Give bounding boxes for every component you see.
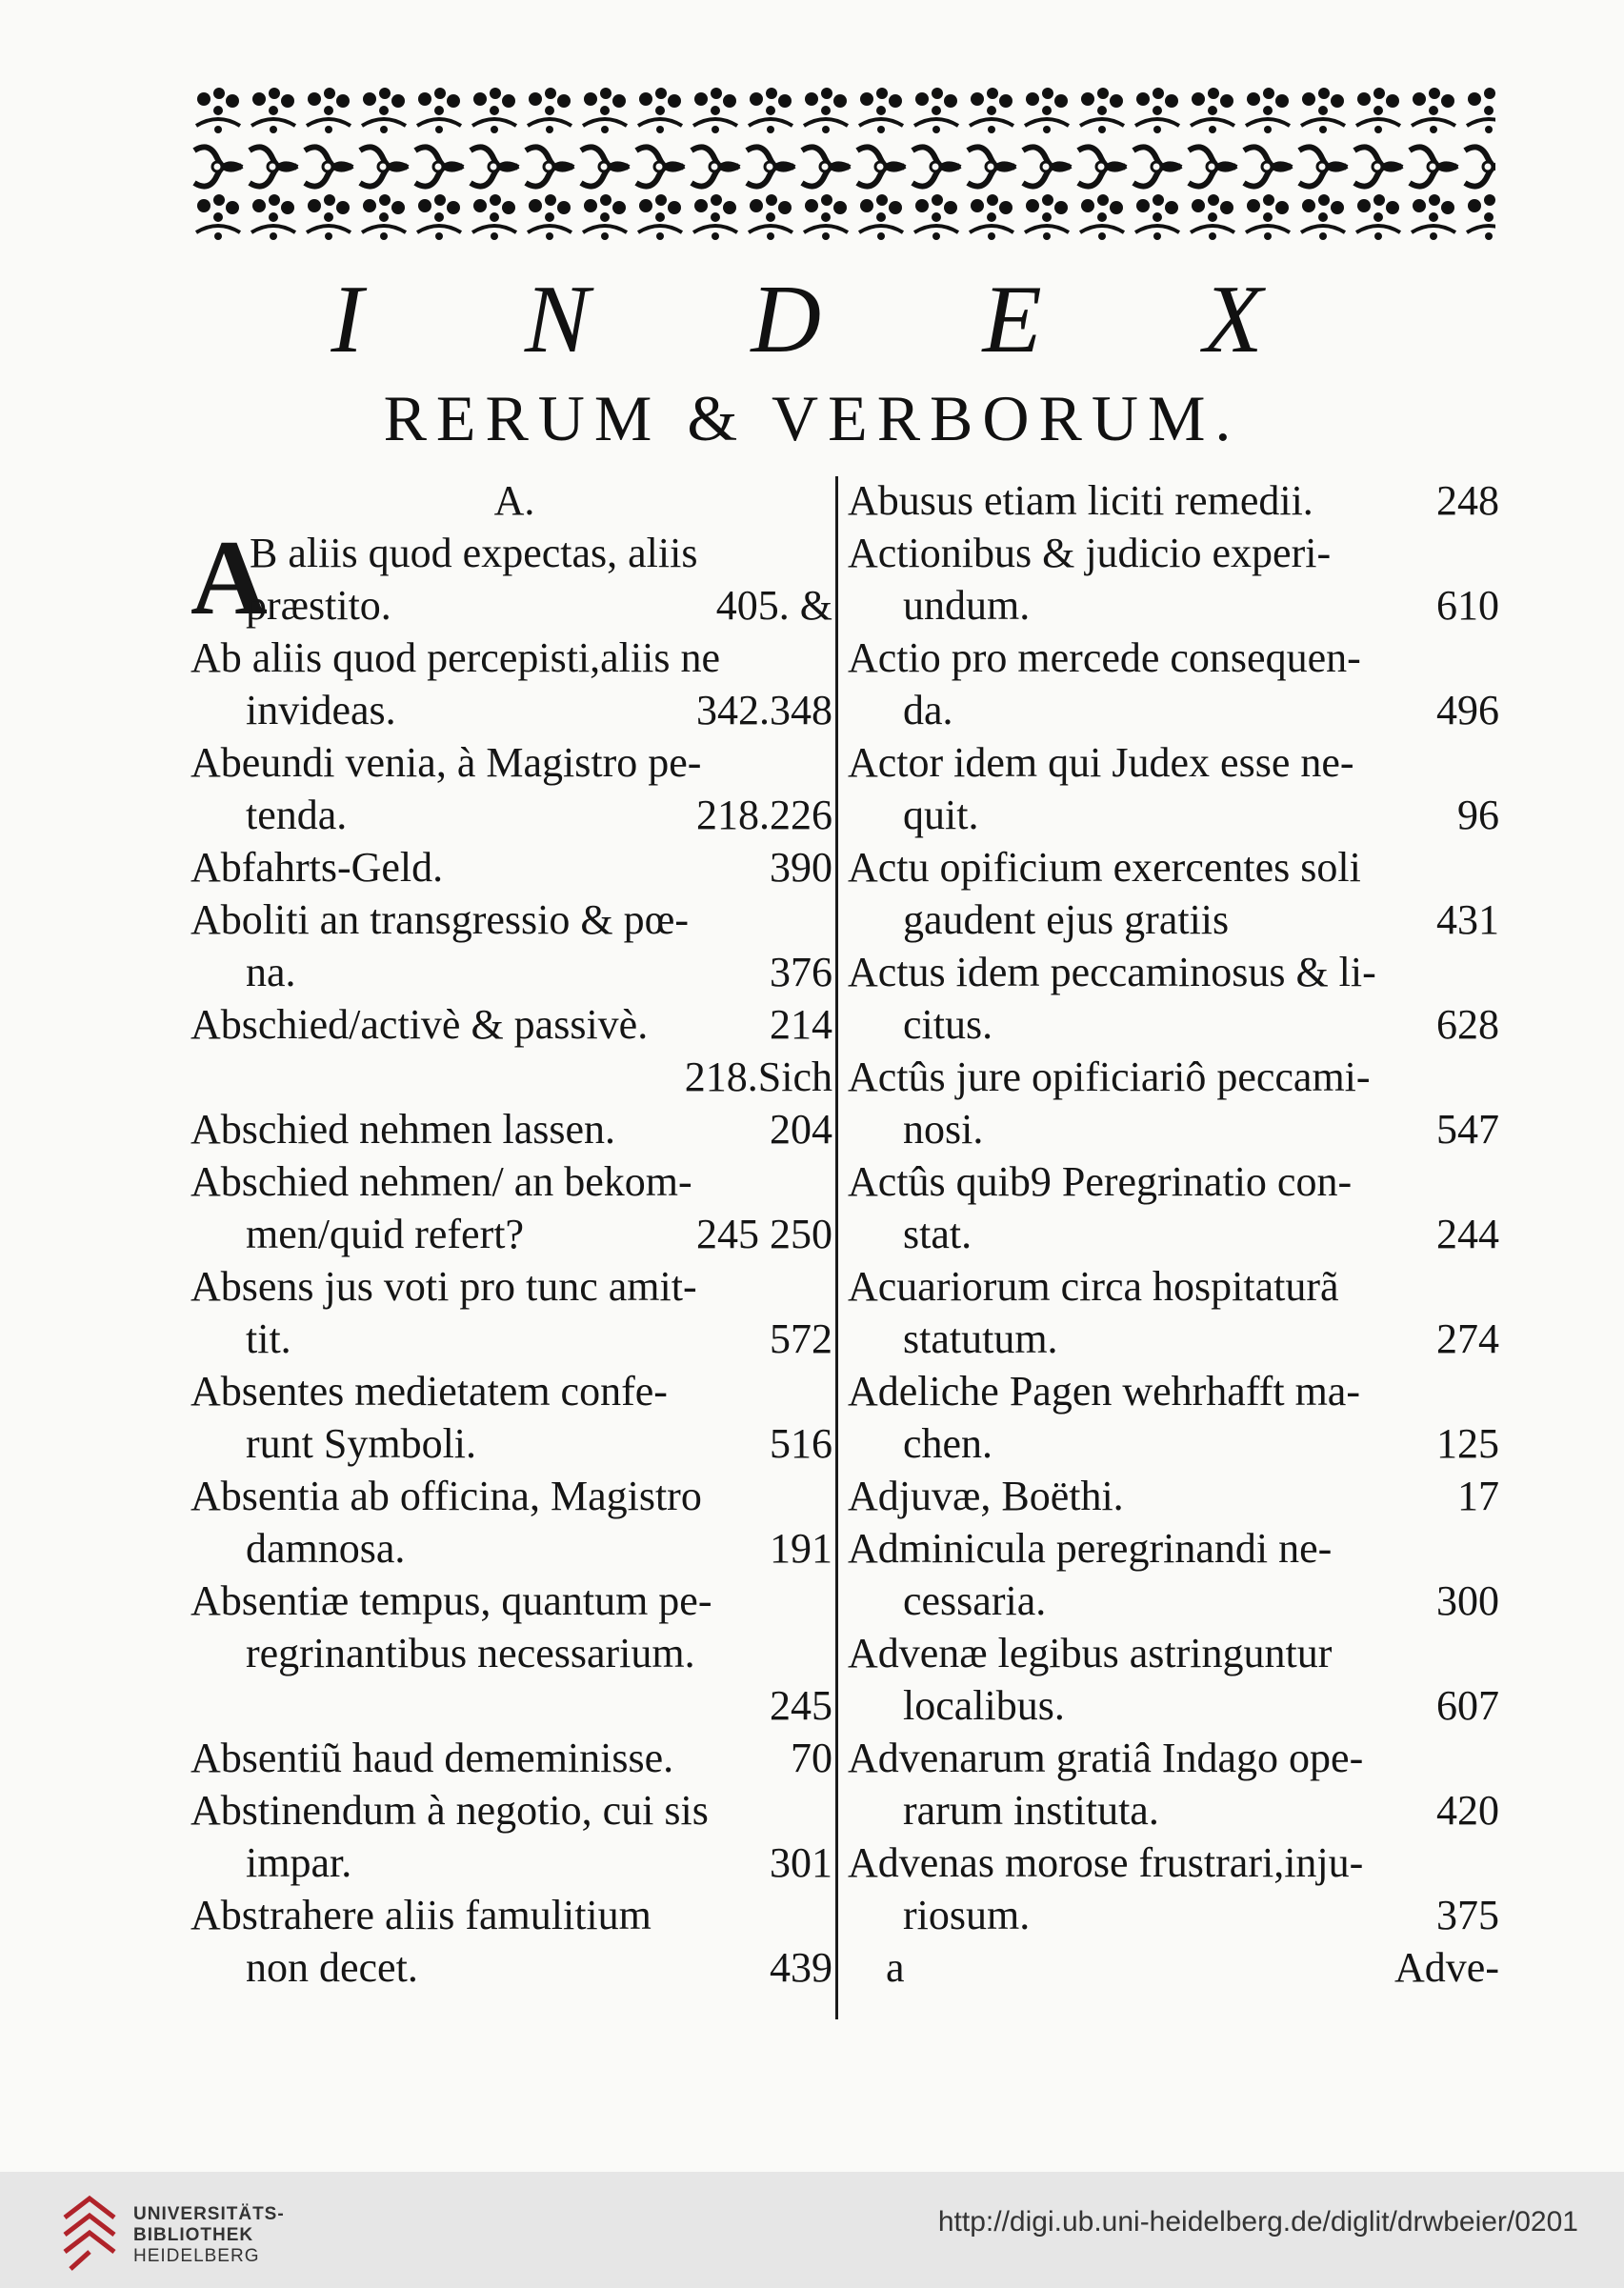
entry-text: Abusus etiam liciti remedii. — [848, 477, 1313, 524]
index-entry-line — [190, 1103, 838, 1155]
index-entry-line — [190, 1470, 838, 1522]
index-entry-line — [190, 1679, 838, 1732]
index-column-right — [848, 474, 1505, 2037]
index-entry-line — [848, 527, 1505, 579]
page-footer-line — [848, 1941, 1505, 1994]
entry-text: Adminicula peregrinandi ne- — [848, 1525, 1333, 1572]
entry-page-number: 572 — [770, 1315, 832, 1362]
entry-text: da. — [903, 687, 953, 733]
entry-page-number: 516 — [770, 1420, 832, 1467]
index-entry-line — [190, 1889, 838, 1941]
index-entry-line — [190, 946, 838, 998]
index-entry-line — [848, 1260, 1505, 1313]
entry-text: undum. — [903, 582, 1031, 629]
entry-page-number: 218.226 — [696, 792, 832, 838]
index-entry-line — [190, 1732, 838, 1784]
entry-page-number: 496 — [1436, 687, 1499, 733]
index-entry-line — [848, 1208, 1505, 1260]
entry-page-number: 390 — [770, 844, 832, 891]
entry-text: cessaria. — [903, 1577, 1047, 1624]
entry-text: Aboliti an transgressio & pœ- — [190, 896, 690, 943]
index-entry-line — [848, 1627, 1505, 1679]
index-entry-line — [190, 1208, 838, 1260]
index-entry-line — [848, 1522, 1505, 1575]
entry-text: Abschied nehmen/ an bekom- — [190, 1158, 692, 1205]
entry-text: damnosa. — [246, 1525, 406, 1572]
entry-text: Absentiæ tempus, quantum pe- — [190, 1577, 712, 1624]
entry-text: Absentiũ haud dememinisse. — [190, 1735, 674, 1781]
index-entry-line — [848, 1575, 1505, 1627]
entry-text: Absens jus voti pro tunc amit- — [190, 1263, 697, 1310]
entry-text: Actus idem peccaminosus & li- — [848, 949, 1376, 995]
entry-text: regrinantibus necessarium. — [246, 1630, 695, 1676]
index-entry-line — [190, 1784, 838, 1836]
index-entry-line — [190, 632, 838, 684]
index-column-left — [190, 474, 838, 2037]
index-entry-line — [190, 1627, 838, 1679]
section-letter: A. — [493, 477, 535, 524]
index-entry-line — [190, 1313, 838, 1365]
entry-page-number: 342.348 — [696, 687, 832, 733]
entry-text: Advenæ legibus astringuntur — [848, 1630, 1333, 1676]
index-entry-line — [848, 1417, 1505, 1470]
entry-page-number: 607 — [1436, 1682, 1499, 1729]
entry-text: Abfahrts-Geld. — [190, 844, 444, 891]
index-entry-line — [190, 684, 838, 736]
index-entry-line — [190, 1365, 838, 1417]
entry-text: Advenas morose frustrari,inju- — [848, 1839, 1364, 1886]
index-entry-line — [848, 579, 1505, 632]
entry-text: invideas. — [246, 687, 396, 733]
index-entry-line — [190, 998, 838, 1051]
entry-page-number: 301 — [770, 1839, 832, 1886]
entry-page-number: 248 — [1436, 477, 1499, 524]
entry-text: Abeundi venia, à Magistro pe- — [190, 739, 702, 786]
index-entry-line — [848, 1679, 1505, 1732]
index-entry-line — [190, 893, 838, 946]
entry-text: Actûs jure opificiariô peccami- — [848, 1054, 1371, 1100]
entry-text: Absentes medietatem confe- — [190, 1368, 668, 1415]
entry-text: præstito. — [246, 582, 391, 629]
library-name-line3: HEIDELBERG — [133, 2246, 260, 2266]
entry-text: Absentia ab officina, Magistro — [190, 1473, 702, 1519]
entry-text: tenda. — [246, 792, 348, 838]
library-name — [133, 2204, 285, 2267]
column-divider — [835, 476, 838, 2019]
index-entry-line — [190, 736, 838, 789]
entry-page-number: 245 — [770, 1682, 832, 1729]
entry-page-number: 439 — [770, 1944, 832, 1991]
entry-page-number: 376 — [770, 949, 832, 995]
entry-text: non decet. — [246, 1944, 418, 1991]
entry-text: nosi. — [903, 1106, 984, 1153]
index-entry-line — [190, 789, 838, 841]
index-entry-line — [190, 579, 838, 632]
entry-text: impar. — [246, 1839, 352, 1886]
index-entry-line — [190, 1522, 838, 1575]
index-entry-line — [190, 841, 838, 893]
entry-page-number: 244 — [1436, 1211, 1499, 1257]
index-entry-line — [190, 1575, 838, 1627]
entry-page-number: 218.Sich — [684, 1054, 832, 1100]
index-entry-line — [190, 1260, 838, 1313]
entry-text: Abschied/activè & passivè. — [190, 1001, 649, 1048]
index-entry-line — [848, 1732, 1505, 1784]
index-entry-line — [190, 1836, 838, 1889]
entry-page-number: 300 — [1436, 1577, 1499, 1624]
index-entry-line — [848, 1155, 1505, 1208]
index-entry-line — [848, 893, 1505, 946]
index-entry-line — [848, 1889, 1505, 1941]
index-entry-line — [848, 632, 1505, 684]
entry-text: stat. — [903, 1211, 972, 1257]
index-entry-line — [848, 1051, 1505, 1103]
index-entry-line — [190, 1155, 838, 1208]
entry-text: Abschied nehmen lassen. — [190, 1106, 615, 1153]
entry-page-number: 628 — [1436, 1001, 1499, 1048]
entry-text: statutum. — [903, 1315, 1058, 1362]
index-subtitle: RERUM & VERBORUM. — [383, 382, 1241, 454]
drop-cap: A — [190, 519, 268, 637]
index-title: I N D E X — [331, 266, 1332, 373]
entry-text: na. — [246, 949, 296, 995]
index-entry-line — [848, 946, 1505, 998]
entry-text: Adjuvæ, Boëthi. — [848, 1473, 1124, 1519]
index-entry-line — [848, 1103, 1505, 1155]
index-entry-line — [848, 1470, 1505, 1522]
entry-page-number: 245 250 — [696, 1211, 832, 1257]
entry-page-number: 17 — [1457, 1473, 1499, 1519]
entry-page-number: 431 — [1436, 896, 1499, 943]
entry-text: Adeliche Pagen wehrhafft ma- — [848, 1368, 1360, 1415]
catchword: Adve- — [1394, 1944, 1499, 1991]
index-entry-line — [190, 1417, 838, 1470]
library-name-line1: UNIVERSITÄTS- — [133, 2204, 285, 2224]
entry-page-number: 405. & — [715, 582, 832, 629]
index-entry-line — [848, 789, 1505, 841]
entry-text: localibus. — [903, 1682, 1065, 1729]
entry-text: Actionibus & judicio experi- — [848, 530, 1332, 576]
entry-text: quit. — [903, 792, 979, 838]
entry-text: runt Symboli. — [246, 1420, 477, 1467]
entry-text: Actûs quib9 Peregrinatio con- — [848, 1158, 1353, 1205]
entry-page-number: 70 — [791, 1735, 832, 1781]
index-entry-line — [848, 841, 1505, 893]
entry-page-number: 274 — [1436, 1315, 1499, 1362]
index-entry-line — [848, 1784, 1505, 1836]
index-entry-line — [848, 1836, 1505, 1889]
entry-page-number: 420 — [1436, 1787, 1499, 1834]
index-entry-line — [848, 1365, 1505, 1417]
entry-text: Abstrahere aliis famulitium — [190, 1892, 652, 1938]
entry-text: Actor idem qui Judex esse ne- — [848, 739, 1354, 786]
source-url-link[interactable]: http://digi.ub.uni-heidelberg.de/diglit/drwbeier/0201 — [937, 2206, 1578, 2238]
decorative-ornament-band — [190, 84, 1495, 246]
index-entry-line — [848, 1313, 1505, 1365]
entry-page-number: 96 — [1457, 792, 1499, 838]
entry-text: Actio pro mercede consequen- — [848, 634, 1361, 681]
viewer-footer — [0, 2172, 1624, 2288]
entry-text: Abstinendum à negotio, cui sis — [190, 1787, 709, 1834]
entry-text: Actu opificium exercentes soli — [848, 844, 1361, 891]
entry-page-number: 375 — [1436, 1892, 1499, 1938]
index-entry-line — [848, 684, 1505, 736]
entry-page-number: 125 — [1436, 1420, 1499, 1467]
entry-page-number: 610 — [1436, 582, 1499, 629]
entry-page-number: 547 — [1436, 1106, 1499, 1153]
entry-text: gaudent ejus gratiis — [903, 896, 1230, 943]
entry-text: Advenarum gratiâ Indago ope- — [848, 1735, 1364, 1781]
entry-text: men/quid refert? — [246, 1211, 524, 1257]
index-entry-line — [848, 736, 1505, 789]
index-entry-line — [848, 998, 1505, 1051]
entry-text: Acuariorum circa hospitaturã — [848, 1263, 1339, 1310]
entry-text: rarum instituta. — [903, 1787, 1159, 1834]
entry-page-number: 204 — [770, 1106, 832, 1153]
index-entry-line — [848, 474, 1505, 527]
entry-text: citus. — [903, 1001, 993, 1048]
entry-text: B aliis quod expectas, aliis — [250, 530, 698, 576]
entry-text: chen. — [903, 1420, 993, 1467]
signature-mark: a — [886, 1944, 905, 1991]
ub-heidelberg-logo-icon[interactable] — [57, 2189, 124, 2273]
library-name-line2: BIBLIOTHEK — [133, 2225, 254, 2245]
entry-page-number: 191 — [770, 1525, 832, 1572]
entry-text: tit. — [246, 1315, 291, 1362]
index-entry-line — [190, 1051, 838, 1103]
entry-text: riosum. — [903, 1892, 1031, 1938]
entry-page-number: 214 — [770, 1001, 832, 1048]
entry-text: Ab aliis quod percepisti,aliis ne — [190, 634, 720, 681]
index-entry-line — [190, 1941, 838, 1994]
